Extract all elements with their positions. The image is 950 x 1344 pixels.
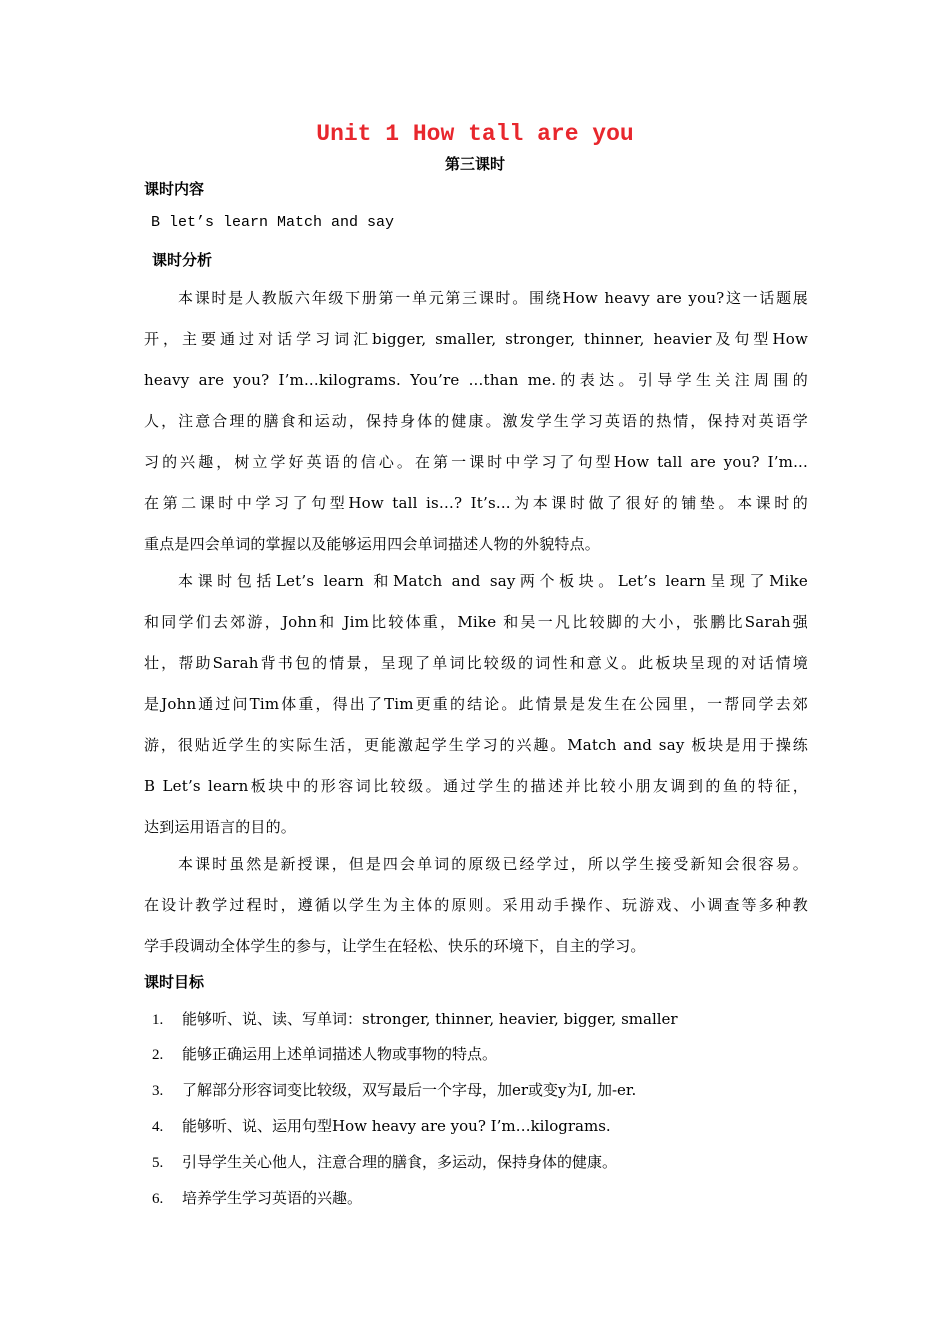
objective-text: 引导学生关心他人，注意合理的膳食，多运动，保持身体的健康。 bbox=[182, 1153, 618, 1171]
objective-text: 能够听、说、读、写单词：stronger, thinner, heavier, bigger, smaller bbox=[182, 1010, 678, 1028]
analysis-line: 是John通过问Tim体重，得出了Tim更重的结论。此情景是发生在公园里，一帮同学去郊 bbox=[144, 695, 808, 713]
page-subtitle: 第三课时 bbox=[444, 155, 505, 173]
analysis-line: 重点是四会单词的掌握以及能够运用四会单词描述人物的外貌特点。 bbox=[144, 535, 601, 553]
objective-text: 能够听、说、运用句型How heavy are you? I’m…kilograms. bbox=[182, 1117, 611, 1135]
analysis-line: 开，主要通过对话学习词汇bigger, smaller, stronger, thinner, heavier及句型How bbox=[144, 330, 808, 348]
objective-text: 培养学生学习英语的兴趣。 bbox=[182, 1189, 363, 1207]
objective-item bbox=[152, 1115, 611, 1136]
objective-number: 6. bbox=[152, 1191, 164, 1207]
objective-number: 3. bbox=[152, 1083, 164, 1099]
analysis-line: 本课时虽然是新授课，但是四会单词的原级已经学过，所以学生接受新知会很容易。 bbox=[178, 855, 808, 873]
objective-number: 1. bbox=[152, 1012, 164, 1028]
analysis-line: B Let’s learn板块中的形容词比较级。通过学生的描述并比较小朋友调到的鱼的特征， bbox=[144, 777, 808, 795]
objective-number: 5. bbox=[152, 1155, 164, 1171]
objective-number: 2. bbox=[152, 1047, 164, 1063]
objective-text: 能够正确运用上述单词描述人物或事物的特点。 bbox=[182, 1045, 498, 1063]
analysis-line: 在第二课时中学习了句型How tall is…? It’s...为本课时做了很好的铺垫。本课时的 bbox=[144, 494, 808, 512]
analysis-line: 壮，帮助Sarah背书包的情景，呈现了单词比较级的词性和意义。此板块呈现的对话情境 bbox=[144, 654, 808, 672]
objective-text: 了解部分形容词变比较级，双写最后一个字母，加er或变y为I, 加-er. bbox=[182, 1081, 637, 1099]
analysis-line: 人，注意合理的膳食和运动，保持身体的健康。激发学生学习英语的热情，保持对英语学 bbox=[144, 412, 808, 430]
analysis-line: 和同学们去郊游，John和 Jim比较体重，Mike 和吴一凡比较脚的大小，张鹏比Sarah强 bbox=[144, 613, 808, 631]
objective-item bbox=[152, 1043, 497, 1064]
objective-number: 4. bbox=[152, 1119, 164, 1135]
analysis-line: heavy are you? I’m...kilograms. You’re ...than me.的表达。引导学生关注周围的 bbox=[144, 371, 808, 389]
objective-item bbox=[152, 1008, 678, 1029]
analysis-line: 本课时包括Let’s learn 和Match and say两个板块。Let’s learn呈现了Mike bbox=[178, 572, 808, 590]
page-title: Unit 1 How tall are you bbox=[316, 121, 634, 147]
section-heading-objectives: 课时目标 bbox=[144, 973, 205, 991]
section-heading-content: 课时内容 bbox=[144, 180, 205, 198]
objective-item bbox=[152, 1079, 636, 1100]
analysis-line: 本课时是人教版六年级下册第一单元第三课时。围绕How heavy are you?这一话题展 bbox=[178, 289, 808, 307]
analysis-line: 在设计教学过程时，遵循以学生为主体的原则。采用动手操作、玩游戏、小调查等多种教 bbox=[144, 896, 808, 914]
analysis-line: 达到运用语言的目的。 bbox=[144, 818, 297, 836]
analysis-line: 学手段调动全体学生的参与，让学生在轻松、快乐的环境下，自主的学习。 bbox=[144, 937, 646, 955]
section-content-text: B let’s learn Match and say bbox=[151, 214, 395, 231]
objective-item bbox=[152, 1151, 617, 1172]
objective-item bbox=[152, 1187, 362, 1208]
analysis-line: 游，很贴近学生的实际生活，更能激起学生学习的兴趣。Match and say 板块是用于操练 bbox=[144, 736, 808, 754]
analysis-line: 习的兴趣，树立学好英语的信心。在第一课时中学习了句型How tall are you? I’m... bbox=[144, 453, 808, 471]
section-heading-analysis: 课时分析 bbox=[152, 251, 213, 269]
